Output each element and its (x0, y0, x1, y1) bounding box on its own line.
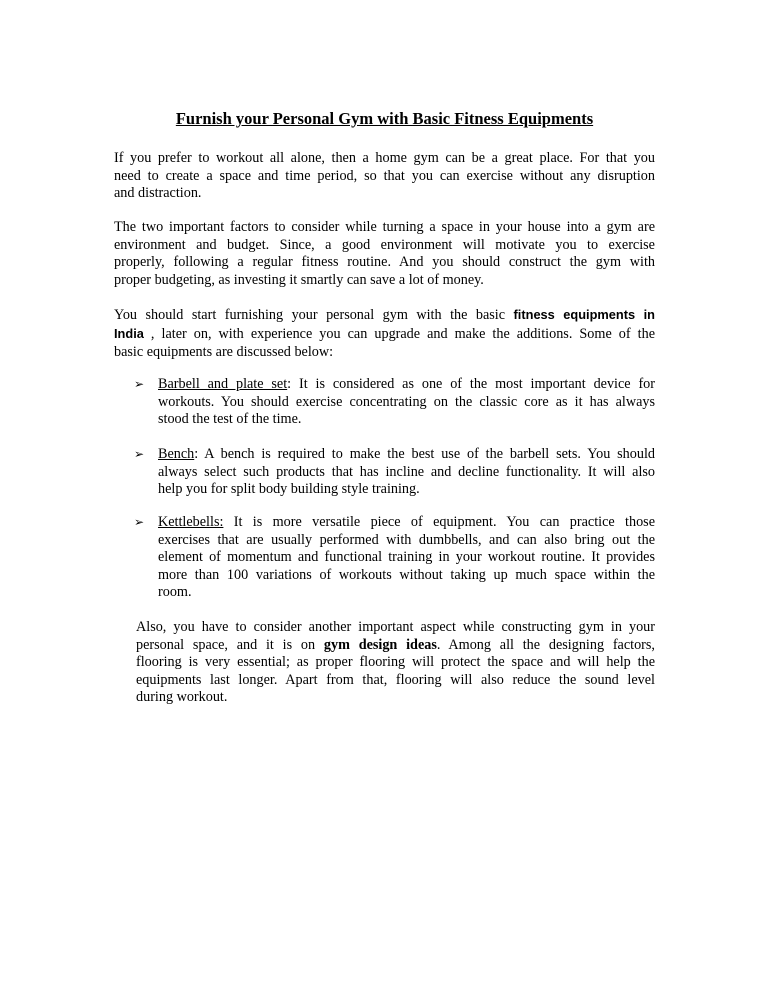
text-segment: . Among all the designing factors, (436, 636, 655, 653)
term-separator: : (287, 376, 292, 392)
list-item-term: Kettlebells: (158, 514, 224, 530)
furnishing-paragraph (114, 306, 655, 362)
text-line: If you prefer to workout all alone, then a home gym can be a great place. For that you (114, 150, 655, 166)
fitness-equipments-link[interactable]: fitness equipments in (513, 307, 655, 322)
arrow-bullet-icon: ➢ (134, 515, 145, 529)
gym-design-ideas-link[interactable]: gym design ideas (323, 636, 437, 653)
text-line: environment and budget. Since, a good environment will motivate you to exercise (114, 236, 655, 253)
text-line: need to create a space and time period, so that you can exercise without any disruption (114, 167, 655, 184)
text-line: flooring is very essential; as proper flooring will protect the space and will help the (136, 654, 655, 671)
text-segment: , later on, with experience you can upgrade and make the additions. Some of the (143, 325, 655, 342)
text-segment: personal space, and it is on (136, 636, 324, 653)
list-item-body (158, 446, 655, 499)
text-line: properly, following a regular fitness routine. And you should construct the gym with (114, 254, 655, 271)
intro-paragraph (114, 150, 655, 203)
list-item-body (158, 376, 655, 429)
text-line (114, 306, 655, 325)
text-line: during workout. (136, 689, 228, 706)
text-line: Also, you have to consider another important aspect while constructing gym in your (136, 619, 655, 635)
term-separator: : (194, 446, 199, 462)
text-line: proper budgeting, as investing it smartly can save a lot of money. (114, 271, 484, 288)
text-line: The two important factors to consider while turning a space in your house into a gym are (114, 219, 655, 235)
text-segment: A bench is required to make the best use of the barbell sets. You should (198, 446, 655, 462)
text-line (136, 637, 655, 655)
text-line: equipments last longer. Apart from that, flooring will also reduce the sound level (136, 671, 655, 688)
text-segment: It is considered as one of the most important device for (291, 376, 655, 392)
list-item-term: Barbell and plate set (158, 376, 288, 392)
text-line: room. (158, 584, 192, 601)
text-line: and distraction. (114, 185, 202, 202)
text-line: exercises that are usually performed with dumbbells, and can also bring out the (158, 531, 655, 548)
document-title: Furnish your Personal Gym with Basic Fitness Equipments (175, 109, 594, 128)
text-line (158, 446, 655, 464)
text-line (158, 376, 655, 394)
arrow-bullet-icon: ➢ (134, 377, 145, 391)
list-item-body (158, 514, 655, 602)
arrow-bullet-icon: ➢ (134, 447, 145, 461)
text-line: always select such products that has incline and decline functionality. It will also (158, 463, 655, 480)
flooring-paragraph (136, 619, 655, 707)
text-line: element of momentum and functional training in your workout routine. It provides (158, 549, 655, 566)
text-line: basic equipments are discussed below: (114, 344, 334, 360)
list-item-term: Bench (158, 446, 195, 462)
text-line: more than 100 variations of workouts without taking up much space within the (158, 566, 655, 583)
factors-paragraph (114, 219, 655, 289)
text-segment: It is more versatile piece of equipment. You can practice those (223, 514, 655, 530)
text-line: help you for split body building style training. (158, 481, 420, 498)
text-line (158, 514, 655, 532)
fitness-equipments-link-cont[interactable]: India (114, 325, 144, 341)
text-line: stood the test of the time. (158, 411, 302, 428)
text-segment: You should start furnishing your personal gym with the basic (114, 307, 514, 323)
text-line (114, 325, 655, 344)
text-line: workouts. You should exercise concentrating on the classic core as it has always (158, 393, 655, 410)
